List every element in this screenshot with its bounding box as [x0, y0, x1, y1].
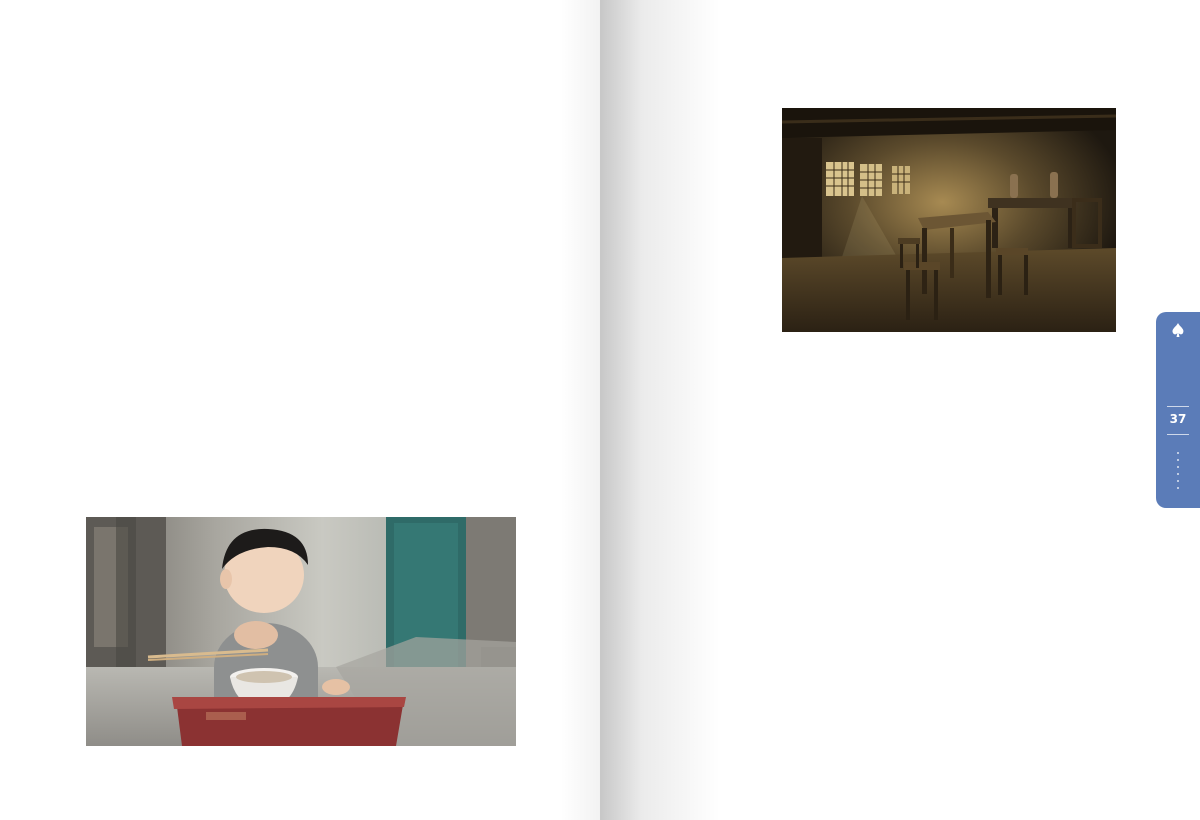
- page-number: 37: [1169, 412, 1187, 426]
- old-wooden-room-photo: [782, 108, 1116, 332]
- tab-divider: [1167, 406, 1189, 407]
- right-text-column: [782, 354, 1116, 374]
- right-page: [600, 0, 1200, 820]
- tab-divider: [1167, 434, 1189, 435]
- section-side-tab: [1156, 312, 1200, 508]
- decorative-dots: [1177, 452, 1179, 494]
- boy-eating-noodles-photo: [86, 517, 516, 746]
- spade-icon: [1170, 322, 1186, 338]
- left-text-column: [86, 106, 516, 126]
